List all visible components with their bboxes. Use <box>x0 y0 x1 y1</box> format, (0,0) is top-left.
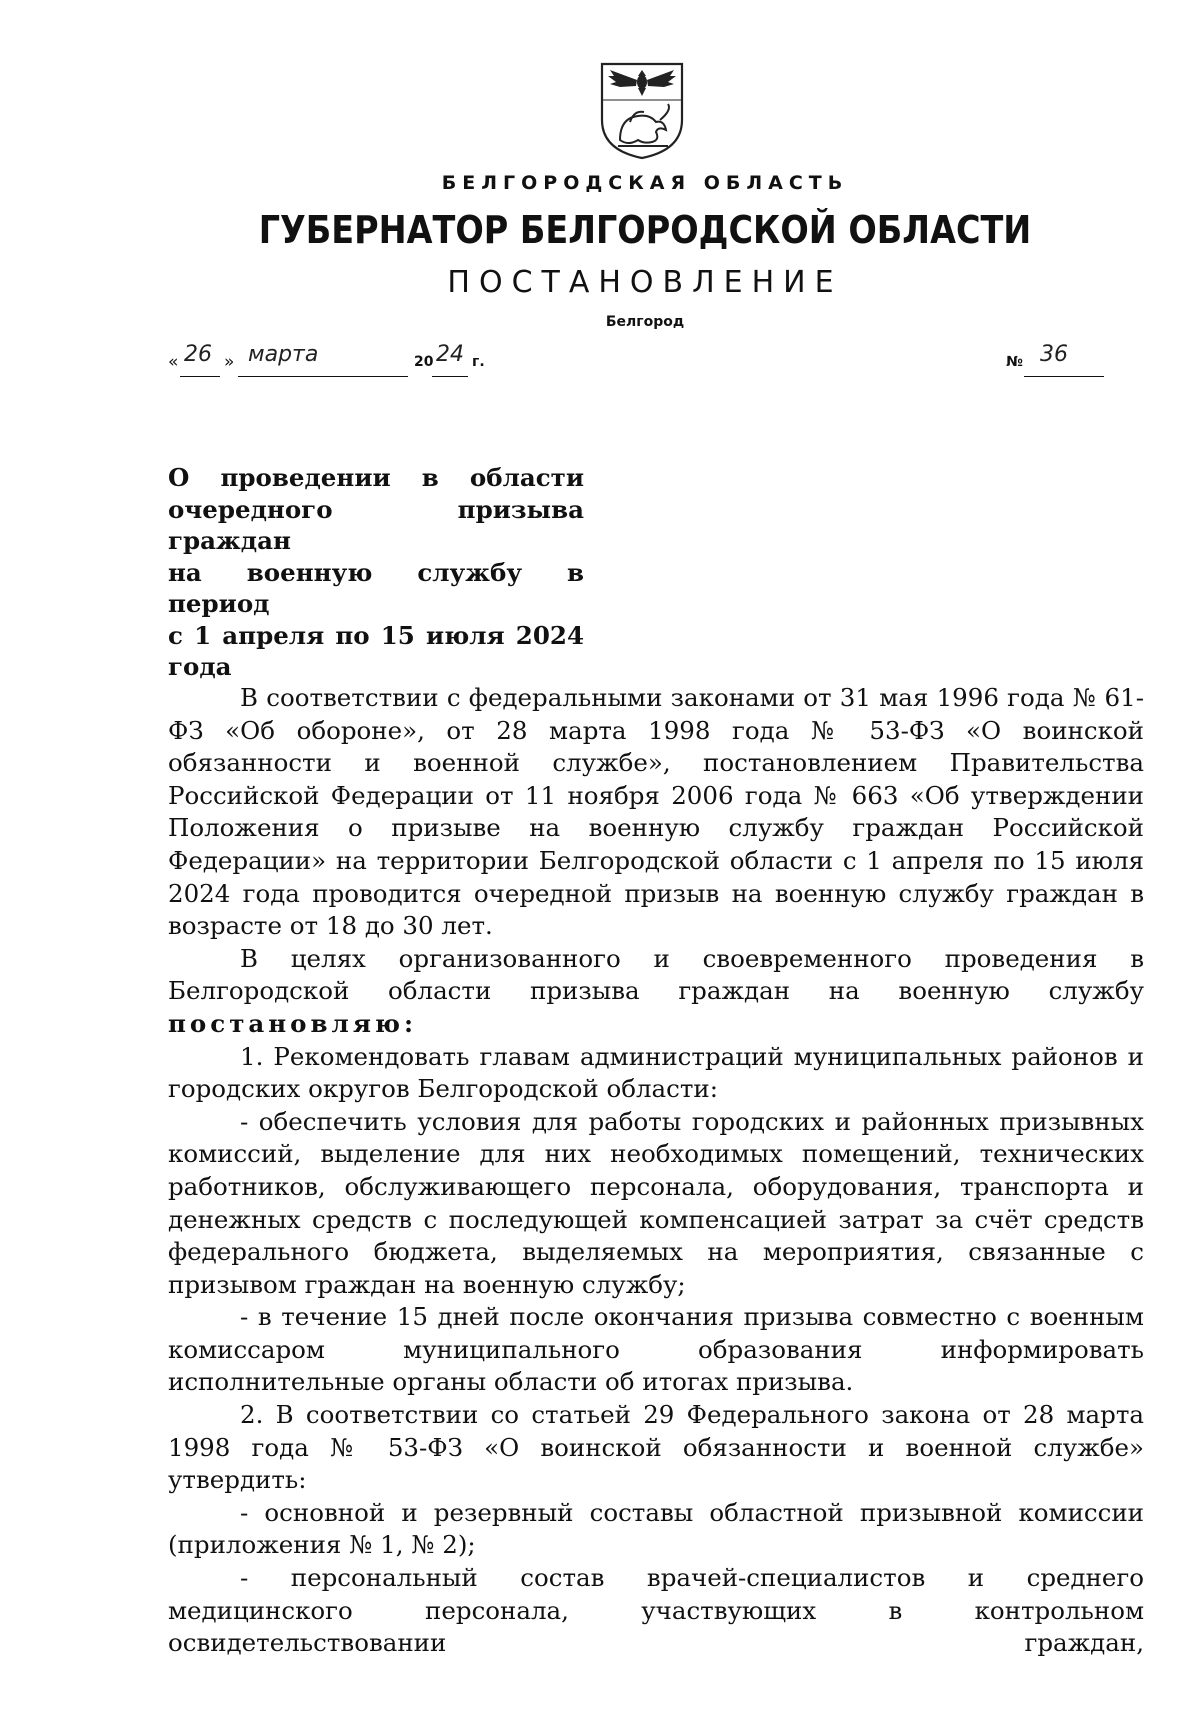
body-paragraph-text: В целях организованного и своевременного проведения в Белгородской области призыва граждан на военную службу <box>168 943 1144 1006</box>
date-month: марта <box>248 342 319 367</box>
body-paragraph <box>168 943 1144 1041</box>
decree-number: 36 <box>1040 342 1068 367</box>
subject-line: О проведении в области <box>168 463 584 492</box>
body-paragraph: - обеспечить условия для работы городских и районных призывных комиссий, выделение для них необходимых помещений, технических работников, обслуживающего персонала, оборудования, транспорта и денежных средств с последующей компенсацией затрат за счёт средств федерального бюджета, выделяемых на мероприятия, связанные с призывом граждан на военную службу; <box>168 1106 1144 1299</box>
date-day: 26 <box>184 342 212 367</box>
number-label: № <box>1006 354 1023 370</box>
body-paragraph: - персональный состав врачей-специалистов и среднего медицинского персонала, участвующих в контрольном освидетельствовании граждан, <box>168 1563 1144 1658</box>
number-underline <box>1024 376 1104 377</box>
body-paragraph: 2. В соответствии со статьей 29 Федерального закона от 28 марта 1998 года № 53-ФЗ «О воинской обязанности и военной службе» утвердить: <box>168 1400 1144 1495</box>
year-suffix: 24 <box>436 342 464 367</box>
date-close-quote: » <box>224 352 235 372</box>
decree-subject <box>168 462 584 683</box>
region-name: БЕЛГОРОДСКАЯ ОБЛАСТЬ <box>441 172 849 194</box>
body-paragraph: - в течение 15 дней после окончания призыва совместно с военным комиссаром муниципального образования информировать исполнительные органы области об итогах призыва. <box>168 1302 1144 1397</box>
city-name: Белгород <box>605 314 685 330</box>
month-underline <box>238 376 408 377</box>
date-open-quote: « <box>168 352 179 372</box>
day-underline <box>180 376 220 377</box>
subject-line: с 1 апреля по 15 июля 2024 года <box>168 620 584 681</box>
year-prefix: 20 <box>414 354 434 370</box>
body-paragraph: В соответствии с федеральными законами от 31 мая 1996 года № 61-ФЗ «Об обороне», от 28 марта 1998 года № 53-ФЗ «О воинской обязанности и военной службе», постановлением Правительства Российской Федерации от 11 ноября 2006 года № 663 «Об утверждении Положения о призыве на военную службу граждан Российской Федерации» на территории Белгородской области с 1 апреля по 15 июля 2024 года проводится очередной призыв на военную службу граждан в возрасте от 18 до 30 лет. <box>168 683 1144 941</box>
year-underline <box>432 376 468 377</box>
resolve-word: постановляю: <box>168 1008 418 1038</box>
body-paragraph: - основной и резервный составы областной призывной комиссии (приложения № 1, № 2); <box>168 1497 1144 1560</box>
body-paragraph: 1. Рекомендовать главам администраций муниципальных районов и городских округов Белгородской области: <box>168 1041 1144 1104</box>
subject-line: на военную службу в период <box>168 557 584 618</box>
document-type: ПОСТАНОВЛЕНИЕ <box>447 265 843 300</box>
coat-of-arms-emblem <box>598 60 686 160</box>
authority-title: ГУБЕРНАТОР БЕЛГОРОДСКОЙ ОБЛАСТИ <box>258 208 1032 252</box>
decree-body <box>168 682 1144 1660</box>
year-abbr: г. <box>472 354 485 370</box>
subject-line: очередного призыва граждан <box>168 494 584 555</box>
date-number-line <box>168 342 1118 376</box>
